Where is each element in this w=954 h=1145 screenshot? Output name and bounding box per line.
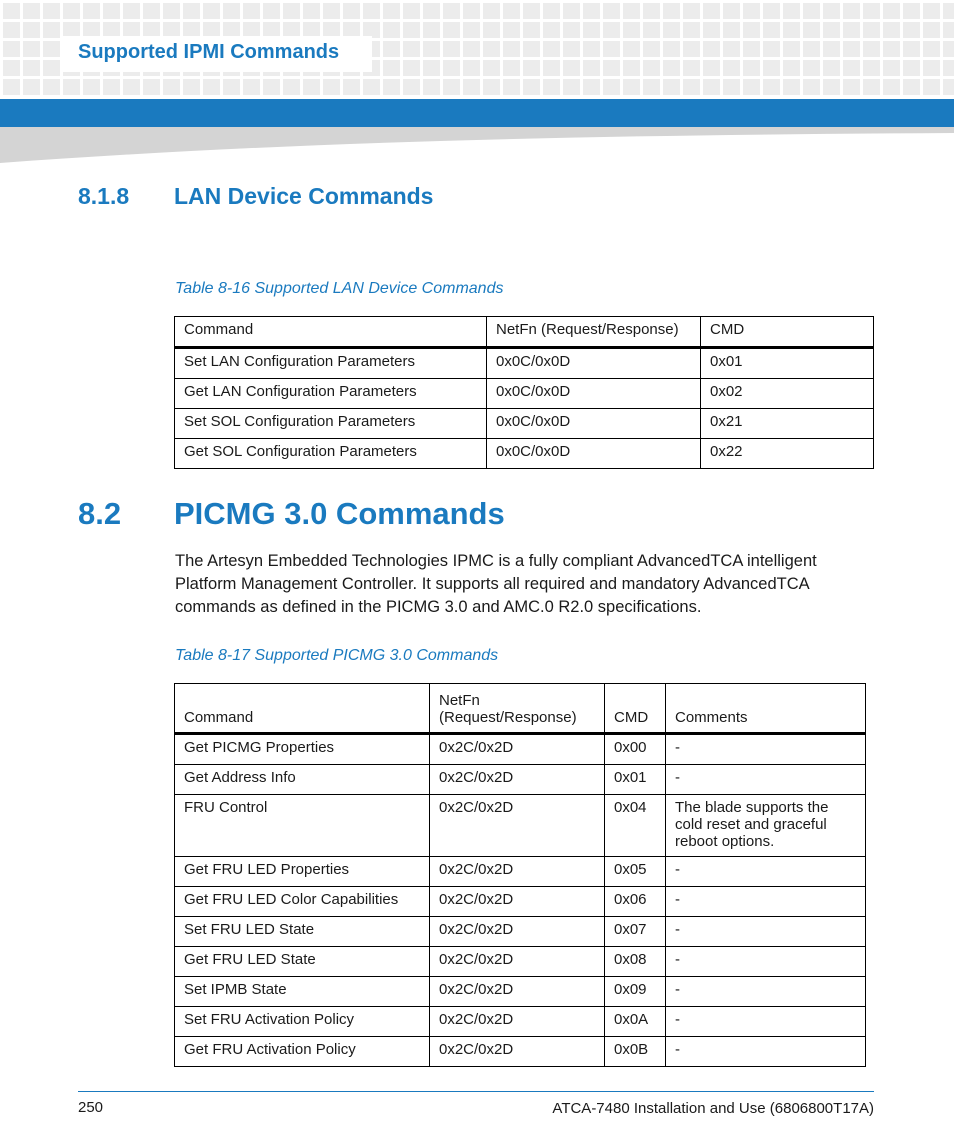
table-cell: 0x01 (701, 348, 874, 379)
table-cell: 0x2C/0x2D (430, 917, 605, 947)
table-cell: - (666, 977, 866, 1007)
table-header-row (175, 317, 874, 348)
column-header: Command (175, 317, 487, 348)
table-row (175, 348, 874, 379)
table-cell: Get SOL Configuration Parameters (175, 439, 487, 469)
table-cell: 0x0B (605, 1037, 666, 1067)
table-cell: 0x0C/0x0D (487, 409, 701, 439)
table-cell: Set SOL Configuration Parameters (175, 409, 487, 439)
table-cell: Set LAN Configuration Parameters (175, 348, 487, 379)
table-cell: 0x05 (605, 857, 666, 887)
table-cell: 0x21 (701, 409, 874, 439)
table-cell: 0x06 (605, 887, 666, 917)
table-cell: 0x2C/0x2D (430, 765, 605, 795)
running-header-title: Supported IPMI Commands (78, 41, 340, 63)
table-cell: Get FRU LED Properties (175, 857, 430, 887)
table-cell: - (666, 947, 866, 977)
table-cell: - (666, 917, 866, 947)
table-row (175, 977, 866, 1007)
table-cell: - (666, 765, 866, 795)
table-row (175, 379, 874, 409)
section-number: 8.1.8 (78, 183, 130, 209)
table-cell: - (666, 1037, 866, 1067)
table-cell: FRU Control (175, 795, 430, 857)
table-cell: - (666, 887, 866, 917)
document-title: ATCA-7480 Installation and Use (6806800T17A) (552, 1100, 874, 1117)
table-cell: 0x2C/0x2D (430, 734, 605, 765)
footer-rule (78, 1091, 874, 1092)
table-cell: 0x0C/0x0D (487, 348, 701, 379)
column-header: CMD (701, 317, 874, 348)
table-row (175, 1007, 866, 1037)
table-cell: Get PICMG Properties (175, 734, 430, 765)
table-row (175, 1037, 866, 1067)
table-caption-8-17: Table 8-17 Supported PICMG 3.0 Commands (175, 647, 499, 664)
table-cell: 0x2C/0x2D (430, 977, 605, 1007)
section-heading-82 (78, 496, 505, 532)
table-cell: Set FRU LED State (175, 917, 430, 947)
table-cell: 0x2C/0x2D (430, 795, 605, 857)
table-cell: 0x2C/0x2D (430, 1037, 605, 1067)
table-cell: Get FRU LED State (175, 947, 430, 977)
table-row (175, 409, 874, 439)
header-grey-swoosh (0, 127, 954, 163)
column-header: Comments (666, 684, 866, 734)
table-cell: 0x07 (605, 917, 666, 947)
table-row (175, 947, 866, 977)
section-title: LAN Device Commands (174, 183, 434, 209)
table-cell: 0x08 (605, 947, 666, 977)
table-caption-8-16: Table 8-16 Supported LAN Device Commands (175, 280, 504, 297)
table-cell: Get FRU LED Color Capabilities (175, 887, 430, 917)
table-cell: 0x00 (605, 734, 666, 765)
table-row (175, 887, 866, 917)
table-cell: 0x0C/0x0D (487, 439, 701, 469)
section-number: 8.2 (78, 496, 122, 531)
table-cell: 0x09 (605, 977, 666, 1007)
table-cell: 0x04 (605, 795, 666, 857)
table-cell: 0x2C/0x2D (430, 1007, 605, 1037)
table-row (175, 857, 866, 887)
table-row (175, 734, 866, 765)
lan-device-commands-table (174, 316, 874, 469)
table-row (175, 439, 874, 469)
table-cell: 0x02 (701, 379, 874, 409)
table-row (175, 795, 866, 857)
table-cell: Get FRU Activation Policy (175, 1037, 430, 1067)
table-cell: The blade supports the cold reset and graceful reboot options. (666, 795, 866, 857)
table-cell: Get Address Info (175, 765, 430, 795)
table-cell: 0x22 (701, 439, 874, 469)
page-number: 250 (78, 1099, 104, 1116)
table-cell: Set FRU Activation Policy (175, 1007, 430, 1037)
table-cell: 0x2C/0x2D (430, 887, 605, 917)
column-header: CMD (605, 684, 666, 734)
table-row (175, 917, 866, 947)
picmg-commands-table (174, 683, 866, 1067)
table-cell: 0x0C/0x0D (487, 379, 701, 409)
table-cell: Get LAN Configuration Parameters (175, 379, 487, 409)
header-blue-bar (0, 99, 954, 127)
table-cell: 0x2C/0x2D (430, 947, 605, 977)
table-cell: - (666, 1007, 866, 1037)
table-cell: - (666, 857, 866, 887)
column-header: NetFn (Request/Response) (487, 317, 701, 348)
table-cell: - (666, 734, 866, 765)
table-row (175, 765, 866, 795)
column-header: Command (175, 684, 430, 734)
section-heading-818 (78, 183, 433, 210)
section-paragraph: The Artesyn Embedded Technologies IPMC is a fully compliant AdvancedTCA intelligent Platform Management Controller. It supports all required and mandatory AdvancedTCA commands as defined in the PICMG 3.0 and AMC.0 R2.0 specifications. (175, 552, 817, 616)
section-title: PICMG 3.0 Commands (174, 496, 505, 531)
table-cell: 0x01 (605, 765, 666, 795)
table-cell: 0x2C/0x2D (430, 857, 605, 887)
column-header: NetFn (Request/Response) (430, 684, 605, 734)
table-cell: Set IPMB State (175, 977, 430, 1007)
table-header-row (175, 684, 866, 734)
table-cell: 0x0A (605, 1007, 666, 1037)
